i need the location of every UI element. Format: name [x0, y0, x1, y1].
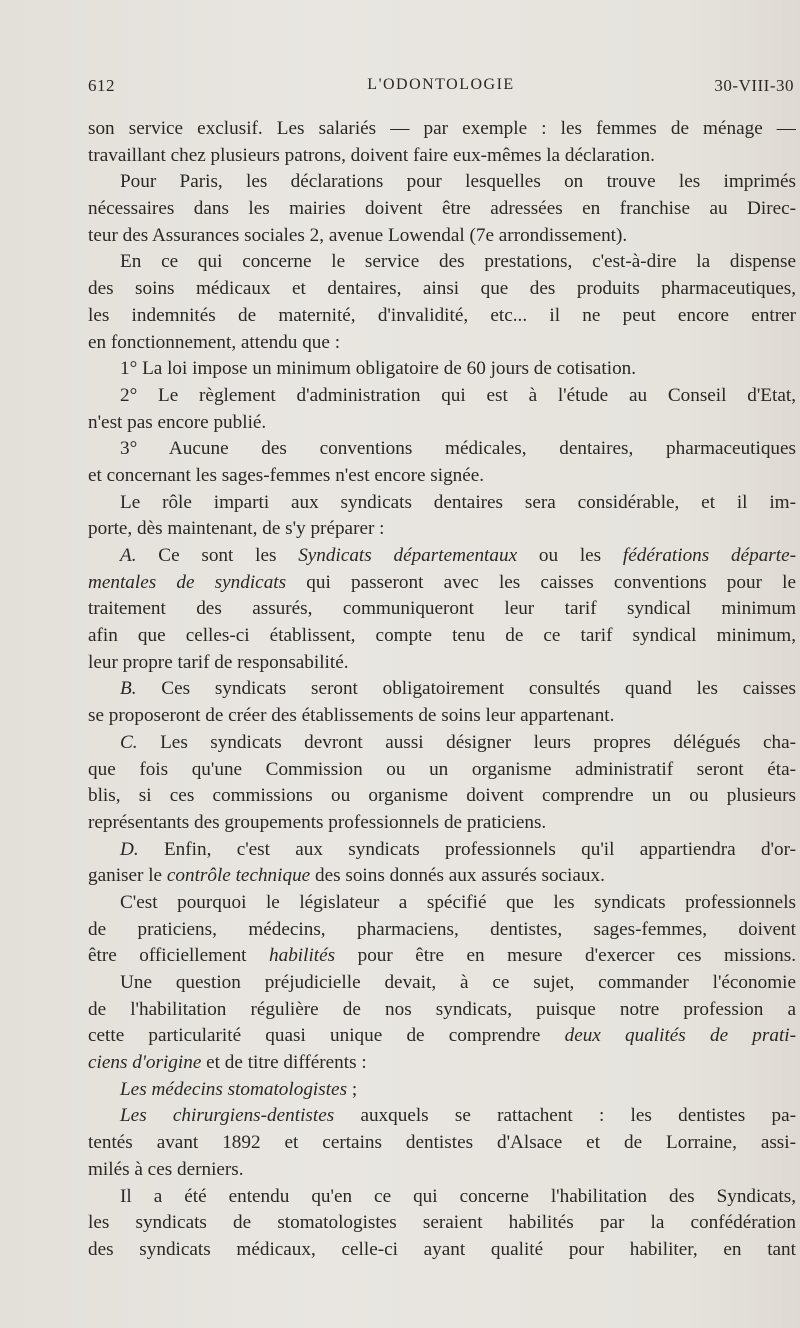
line-text: des soins donnés aux assurés sociaux. [310, 865, 605, 887]
line-text: des syndicats médicaux, celle-ci ayant qualité pour habiliter, en tant [88, 1238, 796, 1260]
text-line [88, 1077, 796, 1104]
text-line [88, 997, 796, 1024]
italic-text: habilités [269, 945, 336, 967]
text-line [88, 1237, 796, 1264]
text-line [88, 890, 796, 917]
text-line [88, 356, 796, 383]
line-text: de l'habilitation régulière de nos syndicats, puisque notre profession a [88, 998, 796, 1020]
line-text: Une question préjudicielle devait, à ce sujet, commander l'économie [120, 972, 796, 993]
line-text: En ce qui concerne le service des prestations, c'est-à-dire la dispense [120, 251, 796, 273]
line-text: n'est pas encore publié. [88, 411, 267, 433]
line-text: ou les [517, 545, 623, 566]
line-text: traitement des assurés, communiqueront leur tarif syndical minimum [88, 598, 796, 620]
italic-text: B. [120, 678, 137, 700]
text-line [88, 596, 796, 623]
issue-date: 30-VIII-30 [714, 76, 794, 95]
italic-text: Syndicats départementaux [298, 545, 518, 566]
line-text: 1° La loi impose un minimum obligatoire de 60 jours de cotisation. [120, 358, 637, 380]
line-text: de praticiens, médecins, pharmaciens, dentistes, sages-femmes, doivent [88, 918, 796, 940]
text-line [88, 943, 796, 970]
text-line [88, 463, 796, 490]
text-line [88, 1184, 796, 1211]
line-text: pour être en mesure d'exercer ces missions. [335, 945, 796, 967]
text-line [88, 330, 796, 357]
line-text: que fois qu'une Commission ou un organisme administratif seront éta- [88, 758, 796, 780]
line-text: et concernant les sages-femmes n'est encore signée. [88, 464, 485, 486]
line-text: les syndicats de stomatologistes seraient habilités par la confédération [88, 1212, 796, 1234]
text-line [88, 1023, 796, 1050]
line-text: porte, dès maintenant, de s'y préparer : [88, 518, 385, 540]
line-text: 3° Aucune des conventions médicales, dentaires, pharmaceutiques [120, 438, 796, 460]
italic-text: Les médecins stomatologistes [120, 1078, 348, 1100]
text-line [88, 970, 796, 997]
text-line [88, 570, 796, 597]
italic-text: mentales de syndicats [88, 571, 287, 593]
text-line [88, 410, 796, 437]
running-header [88, 76, 794, 102]
line-text: se proposeront de créer des établissements de soins leur appartenant. [88, 705, 615, 727]
text-line [88, 436, 796, 463]
text-line [88, 169, 796, 196]
line-text: Enfin, c'est aux syndicats professionnels qu'il appartiendra d'or- [138, 838, 796, 860]
line-text: travaillant chez plusieurs patrons, doivent faire eux-mêmes la déclaration. [88, 144, 655, 166]
line-text: Ces syndicats seront obligatoirement consultés quand les caisses [136, 678, 796, 700]
line-text: tentés avant 1892 et certains dentistes d'Alsace et de Lorraine, assi- [88, 1132, 796, 1154]
line-text: leur propre tarif de responsabilité. [88, 651, 349, 673]
line-text: des soins médicaux et dentaires, ainsi que des produits pharmaceutiques, [88, 278, 796, 300]
line-text: ; [347, 1078, 358, 1100]
text-line [88, 863, 796, 890]
text-line [88, 383, 796, 410]
text-line [88, 676, 796, 703]
text-line [88, 116, 796, 143]
text-line [88, 757, 796, 784]
text-line [88, 490, 796, 517]
line-text: et de titre différents : [201, 1052, 367, 1074]
page-number: 612 [88, 76, 115, 95]
italic-text: A. [120, 545, 137, 566]
text-line [88, 1103, 796, 1130]
italic-text: fédérations départe- [622, 545, 796, 566]
text-line [88, 276, 796, 303]
text-line [88, 143, 796, 170]
line-text: Les syndicats devront aussi désigner leurs propres délégués cha- [137, 731, 796, 753]
text-line [88, 783, 796, 810]
line-text: auxquels se rattachent : les dentistes pa- [334, 1105, 796, 1127]
text-line [88, 837, 796, 864]
text-line [88, 303, 796, 330]
body-text [88, 116, 796, 1264]
line-text: en fonctionnement, attendu que : [88, 331, 341, 353]
line-text: afin que celles-ci établissent, compte tenu de ce tarif syndical minimum, [88, 625, 796, 647]
italic-text: contrôle technique [166, 865, 311, 887]
line-text: Pour Paris, les déclarations pour lesquelles on trouve les imprimés [120, 171, 796, 193]
line-text: représentants des groupements professionnels de praticiens. [88, 811, 547, 833]
text-line [88, 516, 796, 543]
text-line [88, 730, 796, 757]
line-text: milés à ces derniers. [88, 1158, 244, 1180]
journal-title: L'ODONTOLOGIE [367, 76, 515, 93]
text-line [88, 650, 796, 677]
line-text: son service exclusif. Les salariés — par exemple : les femmes de ménage — [88, 118, 796, 139]
text-line [88, 1050, 796, 1077]
text-line [88, 623, 796, 650]
text-line [88, 1210, 796, 1237]
line-text: blis, si ces commissions ou organisme doivent comprendre un ou plusieurs [88, 785, 796, 807]
text-line [88, 810, 796, 837]
line-text: Ce sont les [136, 545, 299, 566]
text-line [88, 1157, 796, 1184]
italic-text: C. [120, 731, 138, 753]
line-text: Le rôle imparti aux syndicats dentaires sera considérable, et il im- [120, 491, 796, 513]
text-line [88, 703, 796, 730]
line-text: ganiser le [88, 865, 167, 887]
line-text: 2° Le règlement d'administration qui est à l'étude au Conseil d'Etat, [120, 384, 796, 406]
text-line [88, 543, 796, 570]
italic-text: Les chirurgiens-dentistes [120, 1105, 335, 1127]
line-text: être officiellement [88, 945, 270, 967]
italic-text: deux qualités de prati- [564, 1025, 796, 1047]
text-line [88, 1130, 796, 1157]
line-text: qui passeront avec les caisses conventions pour le [286, 571, 796, 593]
italic-text: D. [120, 838, 139, 860]
line-text: les indemnités de maternité, d'invalidité, etc... il ne peut encore entrer [88, 304, 796, 326]
text-line [88, 249, 796, 276]
text-line [88, 917, 796, 944]
line-text: cette particularité quasi unique de comprendre [88, 1025, 565, 1047]
line-text: nécessaires dans les mairies doivent être adressées en franchise au Direc- [88, 198, 796, 220]
italic-text: ciens d'origine [88, 1052, 202, 1074]
line-text: C'est pourquoi le législateur a spécifié que les syndicats professionnels [120, 891, 796, 913]
text-line [88, 196, 796, 223]
text-line [88, 223, 796, 250]
line-text: teur des Assurances sociales 2, avenue Lowendal (7e arrondissement). [88, 224, 628, 246]
line-text: Il a été entendu qu'en ce qui concerne l'habilitation des Syndicats, [120, 1185, 796, 1207]
